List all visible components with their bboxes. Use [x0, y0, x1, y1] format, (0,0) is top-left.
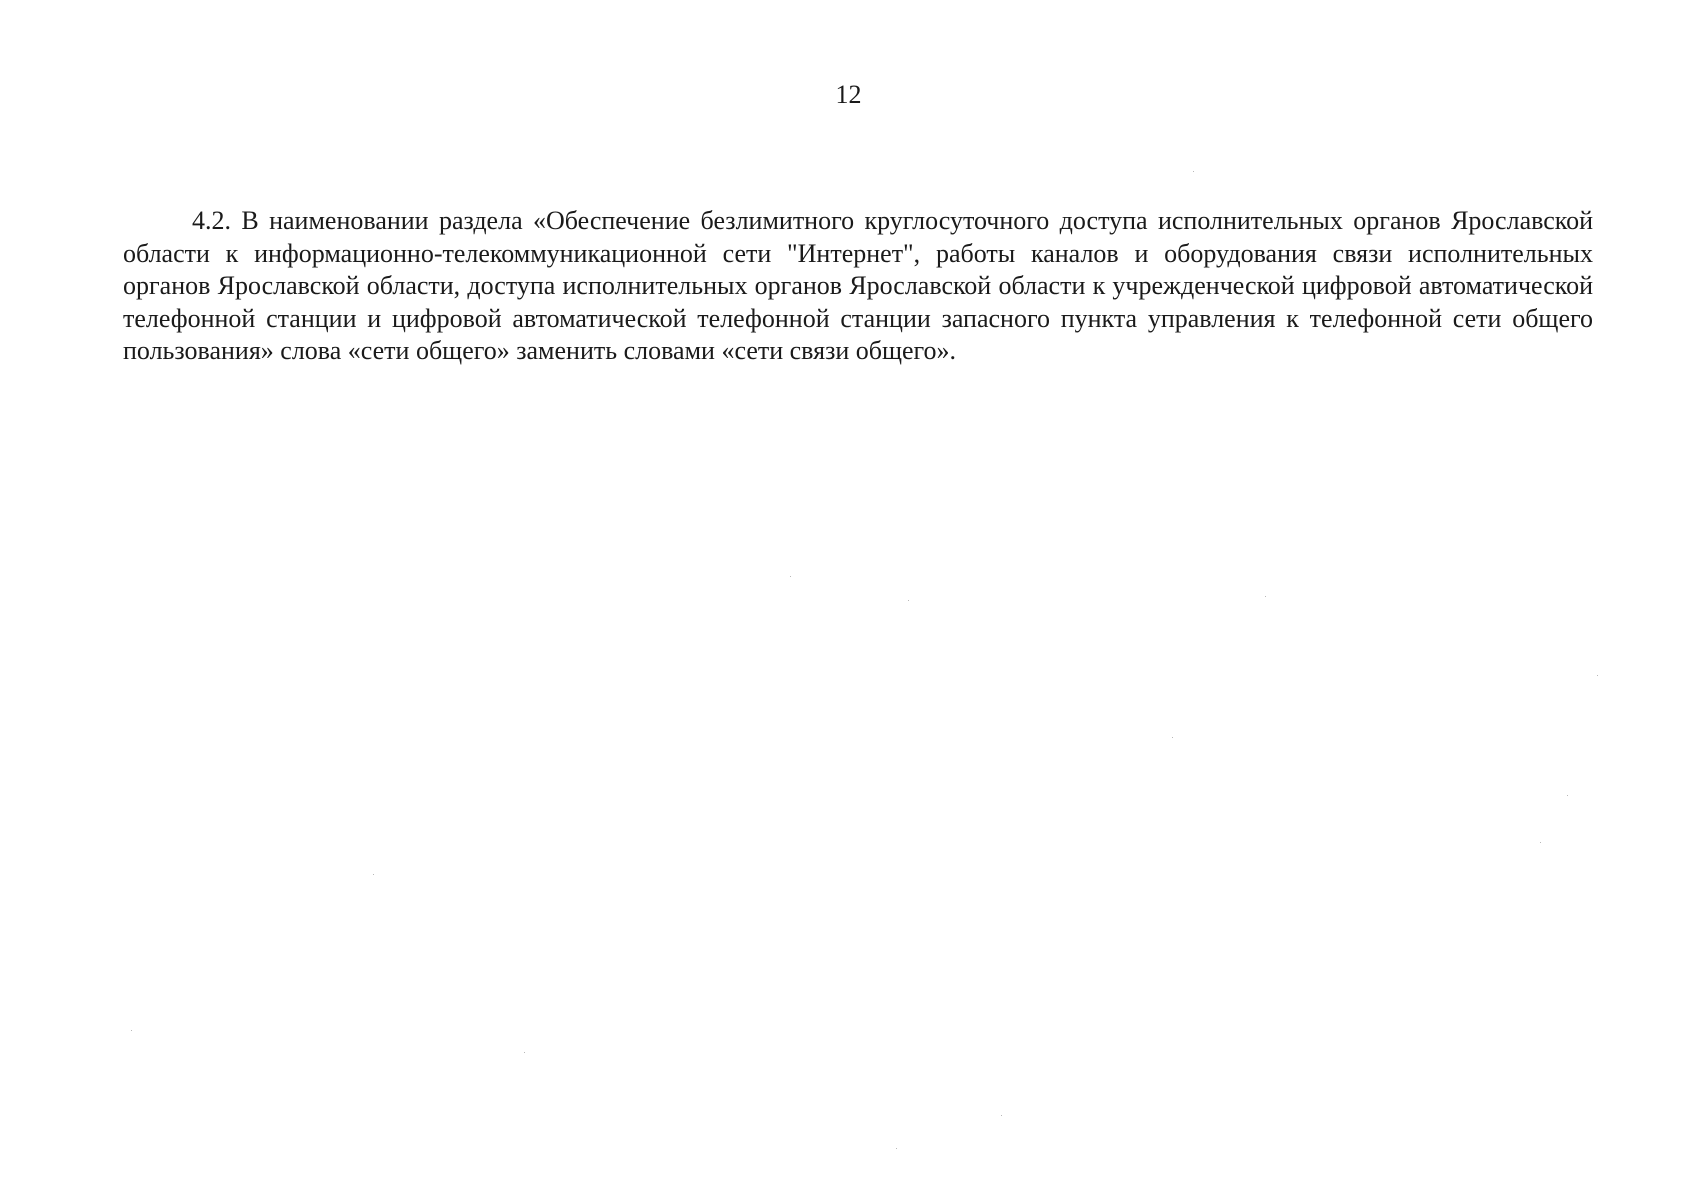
scan-speck — [908, 600, 909, 601]
scan-speck — [1001, 1115, 1002, 1116]
paragraph-4-2: 4.2. В наименовании раздела «Обеспечение безлимитного круглосуточного доступа исполнительных органов Ярославской области к информационно-телекоммуникационной сети "Интернет", работы каналов и оборудования связи исполнительных органов Ярославской области, доступа исполнительных органов Ярославской области к учрежденческой цифровой автоматической телефонной станции и цифровой автоматической телефонной станции запасного пункта управления к телефонной сети общего пользования» слова «сети общего» заменить словами «сети связи общего». — [123, 206, 1593, 365]
scan-speck — [790, 576, 791, 577]
scan-speck — [1540, 842, 1541, 843]
scan-speck — [896, 1148, 897, 1149]
scan-speck — [131, 1030, 132, 1031]
scan-speck — [524, 1052, 525, 1053]
scan-speck — [373, 874, 374, 875]
scan-speck — [1193, 171, 1194, 172]
scan-speck — [1567, 795, 1568, 796]
scan-speck — [1597, 675, 1598, 676]
scan-speck — [1265, 596, 1266, 597]
scan-speck — [1172, 737, 1173, 738]
page-number: 12 — [835, 80, 862, 109]
